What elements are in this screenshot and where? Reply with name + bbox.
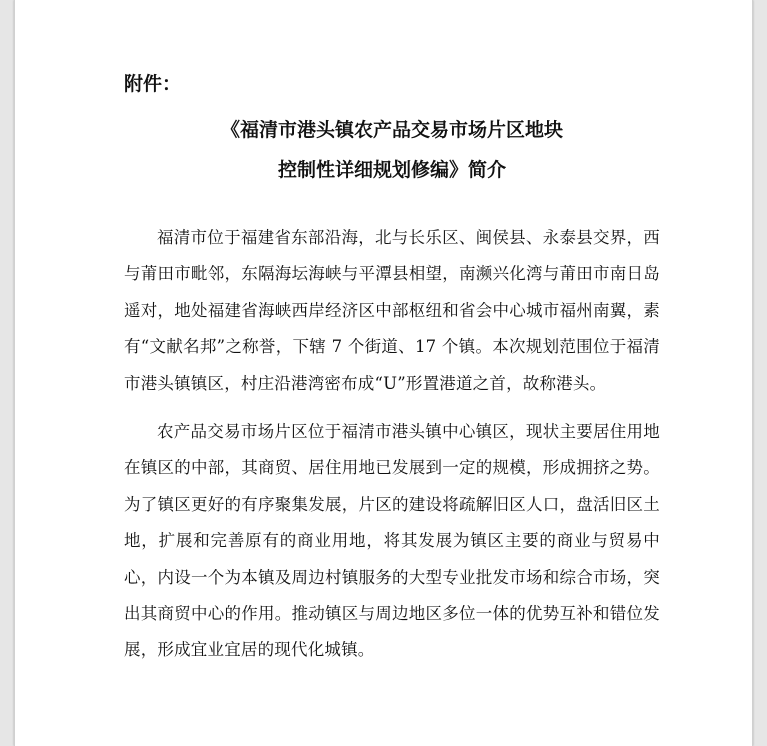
- paragraph-market-area: 农产品交易市场片区位于福清市港头镇中心镇区，现状主要居住用地在镇区的中部，其商贸、居住用地已发展到一定的规模，形成拥挤之势。为了镇区更好的有序聚集发展，片区的建设将疏解旧区人口，盘活旧区土地，扩展和完善原有的商业用地，将其发展为镇区主要的商业与贸易中心，内设一个为本镇及周边村镇服务的大型专业批发市场和综合市场，突出其商贸中心的作用。推动镇区与周边地区多位一体的优势互补和错位发展，形成宜业宜居的现代化城镇。: [124, 422, 660, 660]
- document-page: [14, 0, 753, 746]
- document-title-line-2: 控制性详细规划修编》简介: [277, 159, 506, 181]
- document-title-line-1: 《福清市港头镇农产品交易市场片区地块: [220, 119, 563, 141]
- attachment-label: 附件：: [124, 73, 182, 95]
- document-content: [124, 72, 660, 669]
- paragraph-introduction: 福清市位于福建省东部沿海，北与长乐区、闽侯县、永泰县交界，西与莆田市毗邻，东隔海坛海峡与平潭县相望，南濒兴化湾与莆田市南日岛遥对，地处福建省海峡西岸经济区中部枢纽和省会中心城市福州南翼，素有“文献名邦”之称誉，下辖 7 个街道、17 个镇。本次规划范围位于福清市港头镇镇区，村庄沿港湾密布成“U”形置港道之首，故称港头。: [124, 228, 660, 393]
